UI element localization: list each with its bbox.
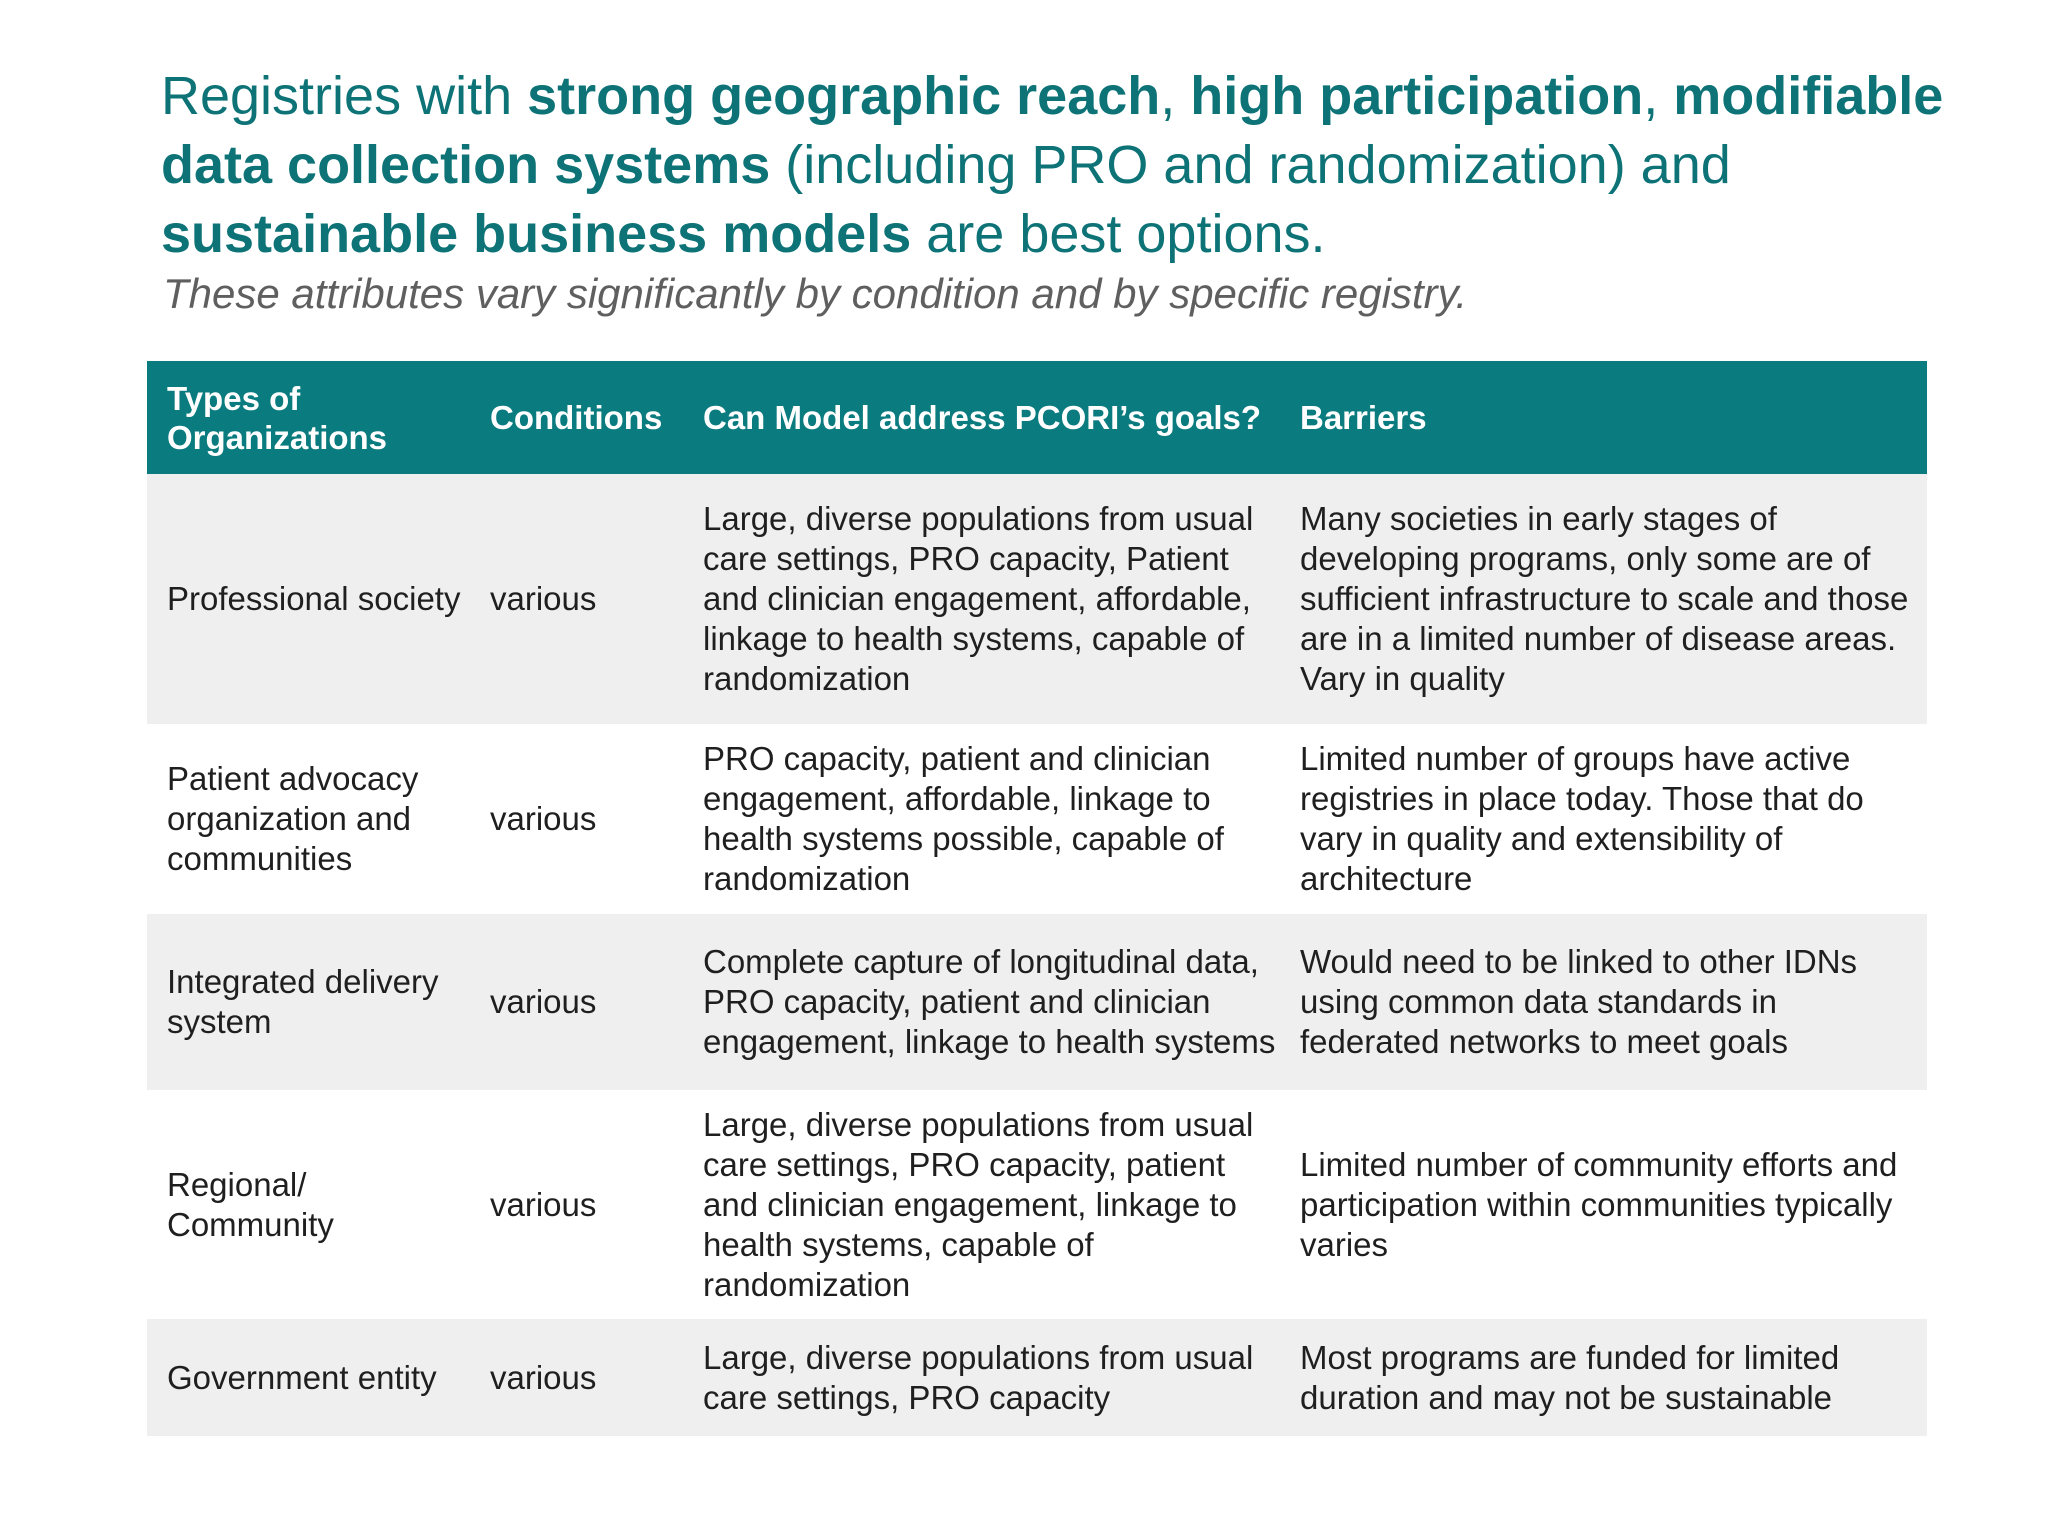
goals-cell: Large, diverse populations from usual care settings, PRO capacity bbox=[689, 1319, 1286, 1436]
title-text: , bbox=[1643, 66, 1674, 126]
slide-title bbox=[161, 62, 1981, 269]
header-goals: Can Model address PCORI’s goals? bbox=[689, 361, 1286, 474]
condition-cell: various bbox=[476, 914, 689, 1090]
condition-cell: various bbox=[476, 474, 689, 724]
organization-cell: Government entity bbox=[147, 1319, 476, 1436]
goals-cell: Large, diverse populations from usual care settings, PRO capacity, Patient and clinician engagement, affordable, linkage to health systems, capable of randomization bbox=[689, 474, 1286, 724]
barriers-cell: Many societies in early stages of developing programs, only some are of sufficient infrastructure to scale and those are in a limited number of disease areas. Vary in quality bbox=[1286, 474, 1927, 724]
title-emphasis: sustainable business models bbox=[161, 204, 912, 264]
title-text: , bbox=[1160, 66, 1191, 126]
title-text: are best options. bbox=[911, 204, 1326, 264]
table-row bbox=[147, 474, 1927, 724]
table-header-row bbox=[147, 361, 1927, 474]
registry-options-table bbox=[147, 361, 1927, 1436]
slide-subtitle: These attributes vary significantly by condition and by specific registry. bbox=[163, 270, 1468, 317]
barriers-cell: Limited number of community efforts and participation within communities typically varies bbox=[1286, 1090, 1927, 1319]
organization-cell: Patient advocacy organization and communities bbox=[147, 724, 476, 914]
barriers-cell: Most programs are funded for limited duration and may not be sustainable bbox=[1286, 1319, 1927, 1436]
table-row bbox=[147, 724, 1927, 914]
barriers-cell: Limited number of groups have active registries in place today. Those that do vary in quality and extensibility of architecture bbox=[1286, 724, 1927, 914]
header-organization-types: Types of Organizations bbox=[147, 361, 476, 474]
condition-cell: various bbox=[476, 724, 689, 914]
table-row bbox=[147, 1319, 1927, 1436]
title-emphasis: high participation bbox=[1190, 66, 1644, 126]
condition-cell: various bbox=[476, 1319, 689, 1436]
header-conditions: Conditions bbox=[476, 361, 689, 474]
organization-cell: Professional society bbox=[147, 474, 476, 724]
organization-cell: Integrated delivery system bbox=[147, 914, 476, 1090]
table-row bbox=[147, 1090, 1927, 1319]
header-barriers: Barriers bbox=[1286, 361, 1927, 474]
title-emphasis: modifiable data collection systems bbox=[161, 66, 1944, 195]
title-text: Registries with bbox=[161, 66, 528, 126]
barriers-cell: Would need to be linked to other IDNs using common data standards in federated networks to meet goals bbox=[1286, 914, 1927, 1090]
table-row bbox=[147, 914, 1927, 1090]
title-text: (including PRO and randomization) and bbox=[770, 135, 1731, 195]
goals-cell: Large, diverse populations from usual care settings, PRO capacity, patient and clinician engagement, linkage to health systems, capable of randomization bbox=[689, 1090, 1286, 1319]
goals-cell: PRO capacity, patient and clinician engagement, affordable, linkage to health systems possible, capable of randomization bbox=[689, 724, 1286, 914]
goals-cell: Complete capture of longitudinal data, PRO capacity, patient and clinician engagement, linkage to health systems bbox=[689, 914, 1286, 1090]
organization-cell: Regional/ Community bbox=[147, 1090, 476, 1319]
condition-cell: various bbox=[476, 1090, 689, 1319]
title-emphasis: strong geographic reach bbox=[527, 66, 1161, 126]
